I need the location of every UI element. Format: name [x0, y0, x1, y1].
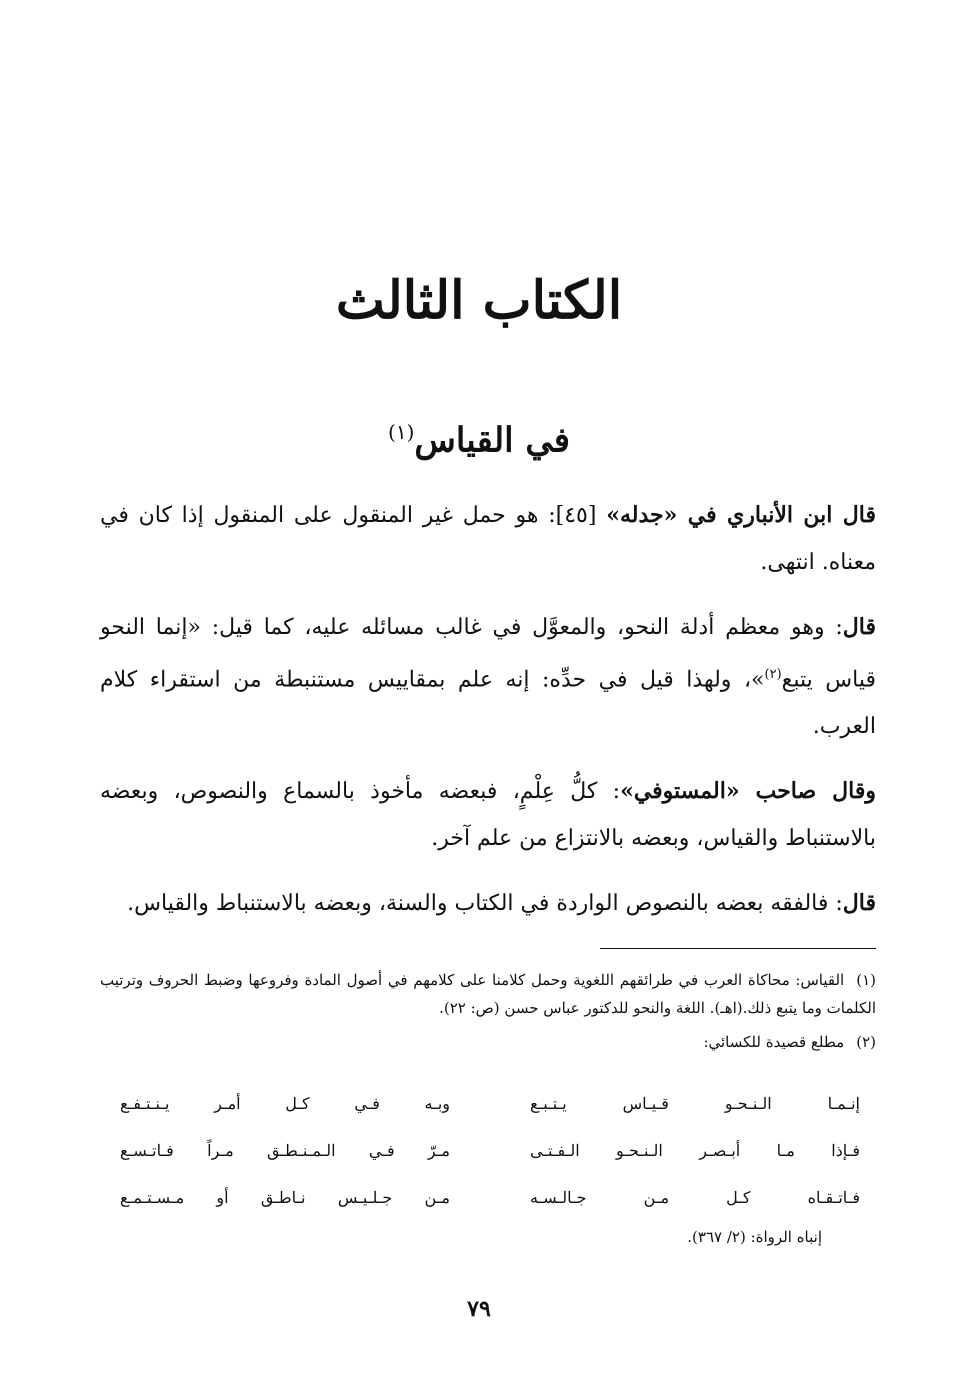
- page-number: ٧٩: [467, 1296, 491, 1322]
- paragraph-2-text-b: »، ولهذا قيل في حدِّه: إنه علم بمقاييس مستنبطة من استقراء كلام العرب.: [100, 667, 876, 740]
- body-text: [100, 492, 876, 945]
- paragraph-4-text: : فالفقه بعضه بالنصوص الواردة في الكتاب والسنة، وبعضه بالاستنباط والقياس.: [127, 891, 843, 917]
- book-title: الكتاب الثالث: [335, 270, 623, 331]
- paragraph-4: [100, 880, 876, 927]
- verse-3-first-hemistich: فـاتـقـاه كـل مـن جـالـسـه: [530, 1188, 860, 1207]
- footnote-2-number: (٢): [856, 1033, 876, 1051]
- footnote-2-text: مطلع قصيدة للكسائي:: [703, 1033, 845, 1051]
- verse-2-first-hemistich: فـإذا مـا أبـصـر الـنـحـو الـفـتـى: [530, 1141, 860, 1160]
- footnote-separator: [600, 948, 876, 949]
- verse-source-citation: إنباه الرواة: (٢/ ٣٦٧).: [687, 1228, 822, 1246]
- paragraph-3: [100, 768, 876, 862]
- verse-1-second-hemistich: وبـه فـي كـل أمـر يـنـتـفـع: [120, 1094, 450, 1113]
- paragraph-3-text: : كلُّ عِلْمٍ، فبعضه مأخوذ بالسماع والنصوص، وبعضه بالاستنباط والقياس، وبعضه بالانتزاع من علم آخر.: [100, 779, 876, 852]
- verse-row: [120, 1127, 860, 1174]
- footnote-1: [100, 966, 876, 1022]
- footnote-1-text: القياس: محاكاة العرب في طرائقهم اللغوية وحمل كلامنا على كلامهم في أصول المادة وفروعها وضبط الحروف وترتيب الكلمات وما يتبع ذلك.(اهـ). اللغة والنحو للدكتور عباس حسن (ص: ٢٢).: [100, 971, 876, 1017]
- paragraph-2: [100, 604, 876, 750]
- paragraph-1-text: [٤٥]: هو حمل غير المنقول على المنقول إذا كان في معناه. انتهى.: [100, 503, 876, 575]
- chapter-footnote-ref: (١): [388, 420, 415, 444]
- paragraph-4-lead: قال: [842, 890, 876, 917]
- verse-row: [120, 1174, 860, 1221]
- verse-3-second-hemistich: مـن جـلـيـس نـاطـق أو مـسـتـمـع: [120, 1188, 450, 1207]
- paragraph-2-lead: قال: [842, 614, 876, 640]
- footnote-2: [100, 1028, 876, 1056]
- verse-1-first-hemistich: إنـمـا الـنـحـو قـيـاس يـتـبـع: [530, 1094, 860, 1113]
- paragraph-1: [100, 492, 876, 586]
- paragraph-2-footnote-ref: (٢): [764, 667, 782, 682]
- paragraph-1-lead: قال ابن الأنباري في «جدله»: [606, 502, 877, 528]
- poem-verses: [120, 1080, 860, 1221]
- chapter-title-text: في القياس: [414, 420, 570, 461]
- chapter-title: [0, 420, 958, 460]
- verse-2-second-hemistich: مـرّ فـي الـمـنـطـق مـراً فـاتـسـع: [120, 1141, 450, 1160]
- footnote-1-number: (١): [856, 971, 876, 989]
- paragraph-2-text-a: : وهو معظم أدلة النحو، والمعوَّل في غالب مسائله عليه، كما قيل: «إنما النحو قياس يتبع: [100, 615, 876, 693]
- footnotes: [100, 966, 876, 1062]
- verse-row: [120, 1080, 860, 1127]
- paragraph-3-lead: وقال صاحب «المستوفي»: [620, 778, 877, 805]
